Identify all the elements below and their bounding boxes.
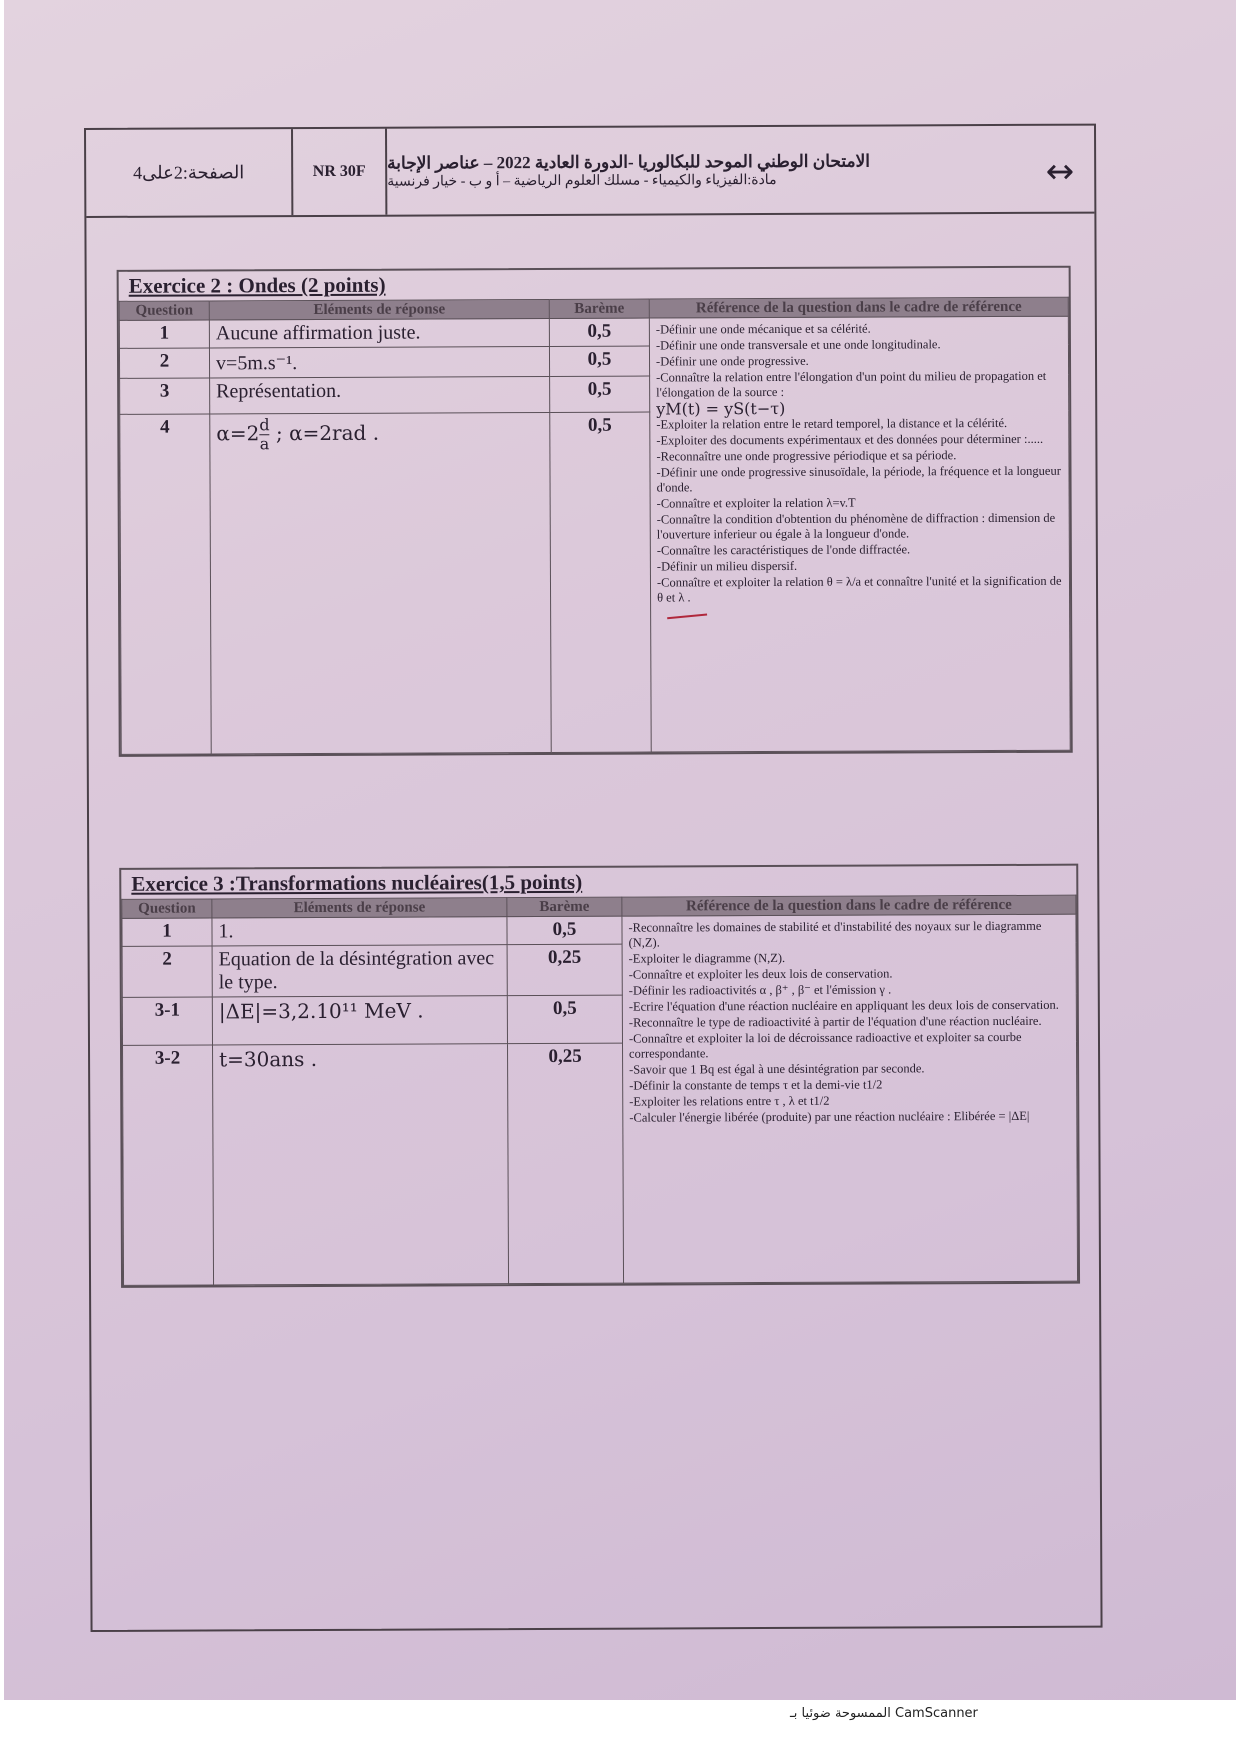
bareme-value: 0,25 <box>507 1043 623 1283</box>
answer-element <box>210 412 551 753</box>
exercise-3-title: Exercice 3 :Transformations nucléaires(1,5 points) <box>131 869 583 896</box>
reference-item: -Définir une onde transversale et une onde longitudinale. <box>655 337 941 353</box>
answer-element: v=5m.s⁻¹. <box>209 346 549 377</box>
col-bareme: Barème <box>507 897 622 917</box>
reference-formula: yM(t) = yS(t−τ) <box>656 398 786 419</box>
reference-item: -Exploiter les relations entre τ , λ et t1/2 <box>629 1093 830 1109</box>
fraction-numerator: d <box>259 415 270 435</box>
question-number: 1 <box>122 918 212 946</box>
reference-item: -Définir la constante de temps τ et la demi-vie t1/2 <box>629 1077 883 1093</box>
reference-item: -Exploiter la relation entre le retard temporel, la distance et la célérité. <box>656 415 1008 432</box>
reference-item: -Définir une onde progressive. <box>655 353 809 369</box>
reference-item: -Connaître et exploiter la loi de décroissance radioactive et exploiter sa courbe correspondante. <box>628 1029 1022 1061</box>
exam-title-cell <box>387 126 1094 215</box>
fraction <box>259 416 269 453</box>
double-arrow-icon: ↔ <box>1045 151 1075 192</box>
exam-code: NR 30F <box>293 129 387 215</box>
page-frame <box>84 124 1103 1632</box>
exercise-2-title: Exercice 2 : Ondes (2 points) <box>128 272 386 298</box>
bareme-value: 0,5 <box>507 995 622 1044</box>
question-number: 4 <box>120 414 211 754</box>
reference-item: -Exploiter des documents expérimentaux et des données pour déterminer :..... <box>656 431 1044 448</box>
col-answer: Eléments de réponse <box>212 898 507 918</box>
exercise-2-block <box>117 266 1073 757</box>
col-bareme: Barème <box>549 299 649 318</box>
reference-cell <box>622 914 1078 1283</box>
bareme-value: 0,25 <box>507 944 622 996</box>
reference-item: -Définir un milieu dispersif. <box>656 558 798 574</box>
answer-suffix: ; α=2rad . <box>269 420 380 446</box>
answer-element: Représentation. <box>210 376 550 413</box>
bareme-value: 0,5 <box>507 916 622 945</box>
bareme-value: 0,5 <box>549 318 649 346</box>
question-number: 2 <box>122 946 212 997</box>
table-row <box>119 316 1068 348</box>
reference-item: -Connaître et exploiter la relation θ = λ/a et connaître l'unité et la signification de θ et λ . <box>656 573 1062 605</box>
col-reference: Référence de la question dans le cadre de référence <box>649 297 1068 318</box>
answer-element: Aucune affirmation juste. <box>209 318 549 347</box>
question-number: 3 <box>120 378 210 414</box>
reference-item: -Connaître et exploiter la relation λ=v.T <box>656 495 856 511</box>
reference-item: -Connaître les caractéristiques de l'onde diffractée. <box>656 542 911 558</box>
handwritten-underline <box>667 614 707 620</box>
bareme-value: 0,5 <box>550 376 650 412</box>
reference-item: -Définir les radioactivités α , β⁺ , β⁻ et l'émission γ . <box>628 982 892 998</box>
reference-item: -Définir une onde progressive sinusoïdale, la période, la fréquence et la longueur d'onde. <box>656 463 1061 495</box>
reference-item: -Connaître et exploiter les deux lois de conservation. <box>628 966 893 982</box>
reference-item: -Calculer l'énergie libérée (produite) par une réaction nucléaire : Elibérée = |ΔE| <box>629 1108 1030 1125</box>
col-question: Question <box>122 899 212 918</box>
answer-prefix: α=2 <box>216 421 260 446</box>
reference-item: -Reconnaître les domaines de stabilité et d'instabilité des noyaux sur le diagramme (N,Z). <box>628 918 1042 950</box>
answer-element: Equation de la désintégration avec le type. <box>212 945 507 997</box>
exercise-3-table <box>121 895 1078 1286</box>
bareme-value: 0,5 <box>550 412 651 752</box>
exam-subtitle: مادة:الفيزياء والكيمياء - مسلك العلوم الرياضية – أ و ب - خيار فرنسية <box>387 172 777 190</box>
reference-item: -Exploiter le diagramme (N,Z). <box>628 950 786 966</box>
reference-item: -Connaître la relation entre l'élongation d'un point du milieu de propagation et l'élongation de la source : <box>656 368 1047 400</box>
reference-item: -Savoir que 1 Bq est égal à une désintégration par seconde. <box>629 1061 925 1077</box>
question-number: 3-1 <box>122 997 212 1045</box>
reference-cell <box>649 316 1070 752</box>
question-number: 2 <box>119 348 209 378</box>
fraction-denominator: a <box>259 434 270 454</box>
reference-item: -Reconnaître le type de radioactivité à partir de l'équation d'une réaction nucléaire. <box>628 1013 1042 1030</box>
reference-item: -Définir une onde mécanique et sa célérité. <box>655 321 871 337</box>
answer-element: |ΔE|=3,2.10¹¹ MeV . <box>212 996 507 1045</box>
scanner-watermark: الممسوحة ضوئيا بـ CamScanner <box>790 1706 978 1721</box>
reference-item: -Connaître la condition d'obtention du phénomène de diffraction : dimension de l'ouverture inferieur ou égale à la longueur d'onde. <box>656 510 1056 542</box>
exam-header <box>86 126 1094 218</box>
exercise-3-block <box>119 864 1080 1288</box>
col-reference: Référence de la question dans le cadre de référence <box>622 895 1076 916</box>
reference-item: -Ecrire l'équation d'une réaction nucléaire en appliquant les deux lois de conservation. <box>628 997 1059 1014</box>
table-row <box>122 914 1076 946</box>
page-number: الصفحة:2على4 <box>86 129 293 216</box>
exam-title: الامتحان الوطني الموحد للبكالوريا -الدورة العادية 2022 – عناصر الإجابة <box>387 151 871 173</box>
question-number: 1 <box>119 320 209 348</box>
answer-element: 1. <box>212 917 507 946</box>
exercise-2-table <box>119 297 1071 755</box>
bareme-value: 0,5 <box>549 346 649 376</box>
answer-element: t=30ans . <box>213 1044 509 1285</box>
scanned-page <box>4 0 1236 1700</box>
col-question: Question <box>119 301 209 320</box>
question-number: 3-2 <box>123 1045 214 1285</box>
col-answer: Eléments de réponse <box>209 299 549 319</box>
reference-item: -Reconnaître une onde progressive périodique et sa période. <box>656 448 957 464</box>
